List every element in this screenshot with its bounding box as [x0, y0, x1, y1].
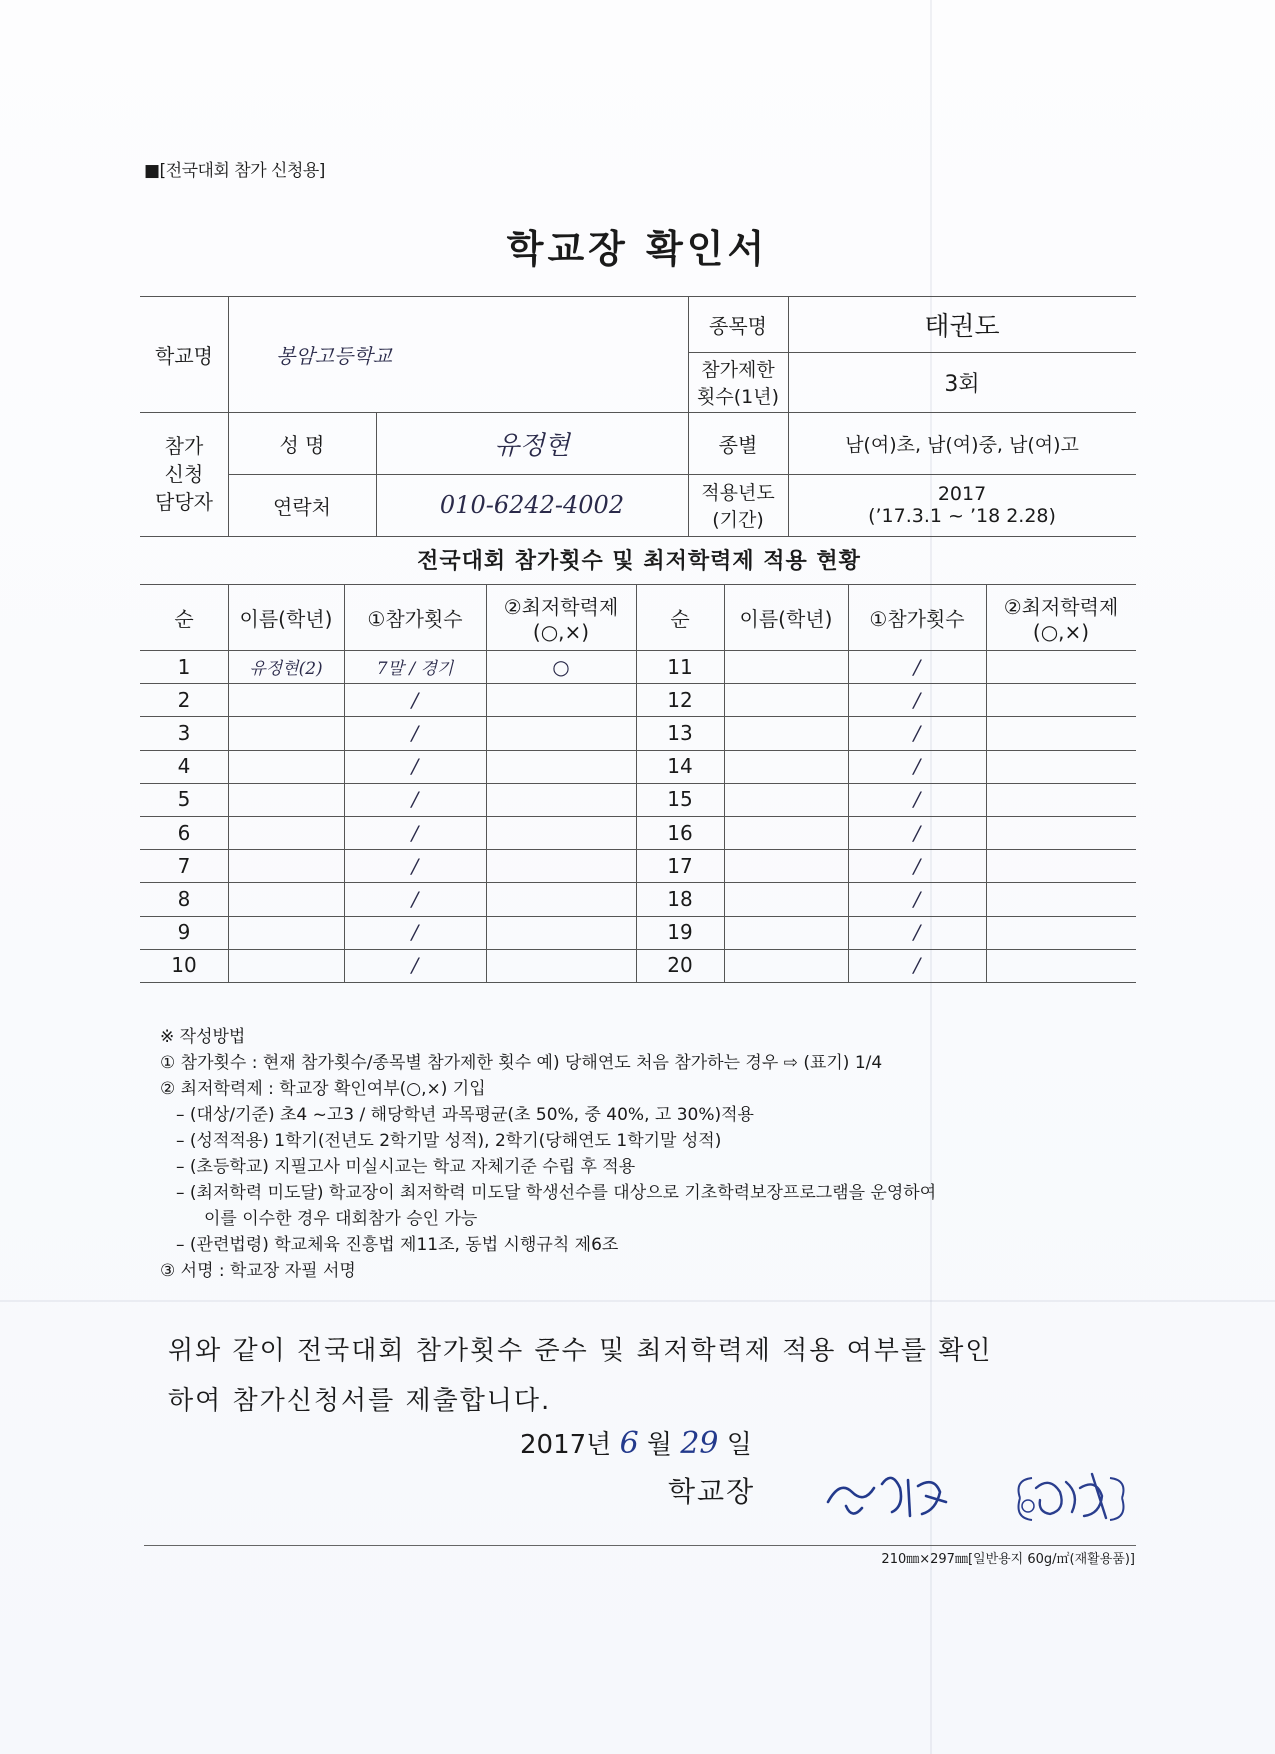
cell-name — [724, 650, 848, 683]
note-item: ① 참가횟수 : 현재 참가횟수/종목별 참가제한 횟수 예) 당해연도 처음 참가하는 경우 ⇨ (표기) 1/4 — [160, 1053, 883, 1073]
year-label-line2: (기간) — [712, 509, 764, 531]
year-label — [688, 474, 788, 536]
note-subitem: 이를 이수한 경우 대회참가 승인 가능 — [204, 1209, 478, 1229]
cell-min — [986, 916, 1136, 949]
gender-value: 남(여)초, 남(여)중, 남(여)고 — [845, 433, 1079, 456]
principal-signature — [822, 1462, 952, 1532]
cell-count: / — [411, 886, 419, 911]
cell-no: 17 — [667, 853, 693, 878]
contact-label: 연락처 — [273, 494, 331, 519]
cell-count: / — [913, 820, 921, 845]
cell-name — [724, 683, 848, 716]
cell-min — [986, 650, 1136, 683]
cell-no: 10 — [171, 953, 197, 978]
school-seal — [1010, 1468, 1130, 1528]
cell-count: / — [411, 820, 419, 845]
cell-no: 19 — [667, 920, 693, 945]
date-month-value: 6 — [619, 1426, 639, 1461]
year-value-line2: (’17.3.1 ~ ’18 2.28) — [868, 505, 1056, 527]
cell-min — [986, 816, 1136, 849]
cell-name — [228, 916, 344, 949]
cell-min — [986, 683, 1136, 716]
cell-count: / — [913, 654, 921, 679]
cell-min — [486, 816, 636, 849]
header-min-line1: ②최저학력제 — [503, 594, 619, 619]
cell-count: / — [411, 787, 419, 812]
cell-count: / — [913, 754, 921, 779]
cell-count: / — [913, 787, 921, 812]
cell-min — [986, 783, 1136, 816]
cell-no: 1 — [177, 654, 191, 679]
note-subitem: – (성적적용) 1학기(전년도 2학기말 성적), 2학기(당해연도 1학기말 성적) — [176, 1131, 722, 1151]
cell-min — [986, 750, 1136, 783]
cell-count: / — [913, 687, 921, 712]
closing-line-1: 위와 같이 전국대회 참가횟수 준수 및 최저학력제 적용 여부를 확인 — [168, 1336, 993, 1366]
paper-spec: 210㎜×297㎜[일반용지 60g/㎡(재활용품)] — [881, 1552, 1135, 1567]
cell-min — [986, 849, 1136, 882]
cell-no: 12 — [667, 687, 693, 712]
cell-name — [228, 783, 344, 816]
cell-no: 15 — [667, 787, 693, 812]
cell-name: 유정현(2) — [249, 659, 323, 680]
header-min — [986, 584, 1136, 650]
table-border — [140, 536, 1136, 537]
contact-value: 010-6242-4002 — [439, 491, 625, 519]
notes-heading: ※ 작성방법 — [160, 1027, 246, 1047]
cell-name — [228, 849, 344, 882]
limit-value: 3회 — [944, 371, 980, 397]
event-label: 종목명 — [709, 313, 767, 338]
cell-no: 20 — [667, 953, 693, 978]
cell-count: / — [411, 953, 419, 978]
year-label-line1: 적용년도 — [701, 482, 775, 504]
cell-no: 13 — [667, 720, 693, 745]
note-item: ② 최저학력제 : 학교장 확인여부(○,×) 기입 — [160, 1079, 486, 1099]
header-no: 순 — [670, 606, 690, 631]
cell-no: 18 — [667, 886, 693, 911]
footer-rule — [144, 1545, 1136, 1546]
cell-no: 7 — [177, 853, 191, 878]
cell-min — [486, 783, 636, 816]
closing-statement — [168, 1326, 1128, 1426]
note-subitem: – (초등학교) 지필고사 미실시교는 학교 자체기준 수립 후 적용 — [176, 1157, 636, 1177]
cell-min — [986, 716, 1136, 749]
limit-label-line1: 참가제한 — [701, 359, 775, 381]
cell-name — [228, 683, 344, 716]
date-day-unit: 일 — [726, 1430, 752, 1460]
cell-count: / — [913, 720, 921, 745]
cell-min — [486, 750, 636, 783]
cell-count: / — [411, 754, 419, 779]
cell-name — [724, 783, 848, 816]
table-border — [140, 982, 1136, 983]
principal-label: 학교장 — [668, 1475, 756, 1508]
cell-min — [486, 882, 636, 915]
header-min-line1: ②최저학력제 — [1003, 594, 1119, 619]
cell-min — [486, 849, 636, 882]
header-min-line2: (○,×) — [1032, 619, 1090, 644]
cell-no: 11 — [667, 654, 693, 679]
cell-no: 2 — [177, 687, 191, 712]
section-subtitle: 전국대회 참가횟수 및 최저학력제 적용 현황 — [417, 549, 861, 574]
instructions — [160, 1024, 1150, 1284]
cell-name — [228, 882, 344, 915]
cell-no: 3 — [177, 720, 191, 745]
gender-label: 종별 — [718, 432, 758, 457]
year-value — [788, 474, 1136, 536]
page-title: 학교장 확인서 — [506, 227, 769, 271]
header-no: 순 — [174, 606, 194, 631]
cell-name — [228, 816, 344, 849]
cell-min — [486, 916, 636, 949]
cell-no: 9 — [177, 920, 191, 945]
signing-date — [520, 1424, 752, 1461]
cell-name — [724, 750, 848, 783]
applicant-label — [140, 412, 228, 536]
cell-min — [986, 949, 1136, 982]
cell-no: 5 — [177, 787, 191, 812]
cell-name — [228, 949, 344, 982]
cell-name — [724, 816, 848, 849]
name-label: 성 명 — [279, 432, 325, 457]
cell-no: 4 — [177, 754, 191, 779]
cell-min — [486, 683, 636, 716]
date-day-value: 29 — [680, 1426, 719, 1461]
cell-min — [986, 882, 1136, 915]
date-month-unit: 월 — [646, 1430, 673, 1460]
note-subitem: – (최저학력 미도달) 학교장이 최저학력 미도달 학생선수를 대상으로 기초학력보장프로그램을 운영하여 — [176, 1183, 937, 1203]
cell-count: 7말 / 경기 — [376, 659, 454, 680]
header-tag: ■[전국대회 참가 신청용] — [144, 161, 325, 181]
cell-count: / — [411, 853, 419, 878]
cell-no: 16 — [667, 820, 693, 845]
applicant-label-line1: 참가 — [164, 434, 204, 458]
cell-min — [486, 716, 636, 749]
applicant-label-line2: 신청 — [164, 462, 204, 486]
school-value: 봉암고등학교 — [276, 343, 392, 368]
header-count: ①참가횟수 — [367, 606, 463, 631]
cell-count: / — [913, 920, 921, 945]
note-subitem: – (관련법령) 학교체육 진흥법 제11조, 동법 시행규칙 제6조 — [176, 1235, 619, 1255]
header-name: 이름(학년) — [739, 606, 833, 631]
closing-line-2: 하여 참가신청서를 제출합니다. — [168, 1386, 552, 1416]
year-value-line1: 2017 — [937, 483, 987, 505]
cell-min: ○ — [552, 654, 570, 679]
cell-no: 8 — [177, 886, 191, 911]
school-label: 학교명 — [155, 343, 213, 368]
cell-name — [724, 949, 848, 982]
cell-name — [724, 849, 848, 882]
limit-label — [688, 352, 788, 412]
cell-no: 14 — [667, 754, 693, 779]
cell-name — [228, 750, 344, 783]
event-value: 태권도 — [924, 311, 1000, 342]
cell-no: 6 — [177, 820, 191, 845]
cell-count: / — [913, 953, 921, 978]
header-count: ①참가횟수 — [869, 606, 965, 631]
cell-count: / — [411, 687, 419, 712]
cell-count: / — [411, 920, 419, 945]
date-year: 2017년 — [520, 1430, 612, 1460]
header-min — [486, 584, 636, 650]
note-subitem: – (대상/기준) 초4 ~고3 / 해당학년 과목평균(초 50%, 중 40%, 고 30%)적용 — [176, 1105, 754, 1125]
cell-min — [486, 949, 636, 982]
limit-label-line2: 횟수(1년) — [697, 386, 779, 408]
note-item: ③ 서명 : 학교장 자필 서명 — [160, 1261, 356, 1281]
cell-name — [724, 882, 848, 915]
cell-count: / — [913, 886, 921, 911]
cell-name — [724, 716, 848, 749]
cell-count: / — [411, 720, 419, 745]
cell-name — [724, 916, 848, 949]
header-name: 이름(학년) — [239, 606, 333, 631]
cell-count: / — [913, 853, 921, 878]
name-value: 유정현 — [494, 430, 570, 461]
header-min-line2: (○,×) — [532, 619, 590, 644]
applicant-label-line3: 담당자 — [155, 490, 213, 514]
fold-line — [0, 1300, 1275, 1302]
cell-name — [228, 716, 344, 749]
